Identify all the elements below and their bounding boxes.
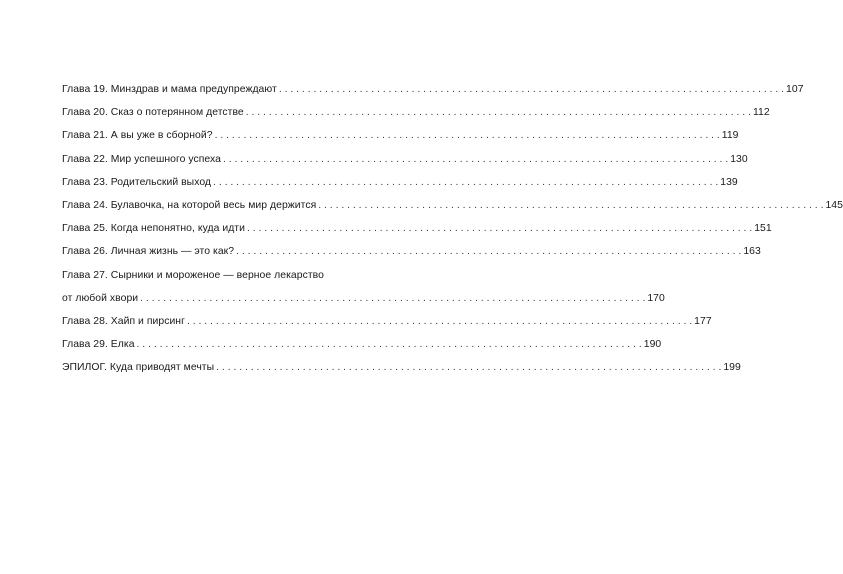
- table-of-contents: [62, 78, 843, 380]
- toc-entry-page: 170: [647, 292, 665, 304]
- toc-entry-title-line1: Глава 27. Сырники и мороженое — верное лекарство: [62, 269, 324, 281]
- toc-entry-title: Глава 25. Когда непонятно, куда идти: [62, 223, 245, 235]
- dot-leader: [216, 356, 721, 379]
- toc-entry-title: Глава 21. А вы уже в сборной?: [62, 130, 213, 142]
- toc-entry-page: 112: [752, 107, 770, 119]
- toc-entry-title: Глава 20. Сказ о потерянном детстве: [62, 107, 244, 119]
- dot-leader: [247, 217, 752, 240]
- toc-entry-page: 177: [694, 316, 712, 328]
- dot-leader: [213, 171, 718, 194]
- toc-entry-title: Глава 23. Родительский выход: [62, 176, 212, 188]
- dot-leader: [236, 240, 741, 263]
- toc-entry-page: 145: [825, 200, 843, 212]
- toc-entry: [62, 101, 770, 124]
- toc-entry: [62, 194, 843, 217]
- toc-entry: [62, 78, 804, 101]
- dot-leader: [140, 287, 645, 310]
- toc-entry-title-line2: от любой хвори: [62, 292, 139, 304]
- toc-entry-title: Глава 26. Личная жизнь — это как?: [62, 246, 235, 258]
- toc-entry-page: 130: [730, 153, 748, 165]
- toc-entry-title: Глава 19. Минздрав и мама предупреждают: [62, 84, 277, 95]
- toc-entry-title: Глава 29. Елка: [62, 339, 135, 351]
- toc-entry: [62, 171, 738, 194]
- toc-entry-page: 199: [723, 362, 741, 374]
- toc-entry-page: 151: [754, 223, 772, 235]
- toc-entry-page: 163: [743, 246, 761, 258]
- toc-entry: [62, 240, 761, 263]
- toc-entry-page: 190: [643, 339, 662, 351]
- dot-leader: [137, 333, 642, 356]
- toc-entry-title: Глава 22. Мир успешного успеха: [62, 153, 221, 165]
- toc-entry: [62, 264, 665, 310]
- toc-entry: [62, 217, 772, 240]
- toc-entry: [62, 333, 662, 356]
- toc-entry-page: 119: [721, 130, 739, 142]
- toc-entry-title: ЭПИЛОГ. Куда приводят мечты: [62, 362, 215, 374]
- toc-entry-title: Глава 28. Хайп и пирсинг: [62, 316, 185, 328]
- toc-entry: [62, 356, 741, 379]
- dot-leader: [223, 148, 728, 171]
- toc-entry: [62, 148, 748, 171]
- toc-entry: [62, 124, 739, 147]
- dot-leader: [279, 78, 784, 101]
- dot-leader: [246, 101, 751, 124]
- dot-leader: [187, 310, 692, 333]
- toc-entry-page: 107: [786, 84, 804, 95]
- dot-leader: [215, 124, 720, 147]
- dot-leader: [318, 194, 823, 217]
- toc-entry-page: 139: [720, 176, 738, 188]
- toc-entry: [62, 310, 712, 333]
- toc-entry-title: Глава 24. Булавочка, на которой весь мир держится: [62, 200, 317, 212]
